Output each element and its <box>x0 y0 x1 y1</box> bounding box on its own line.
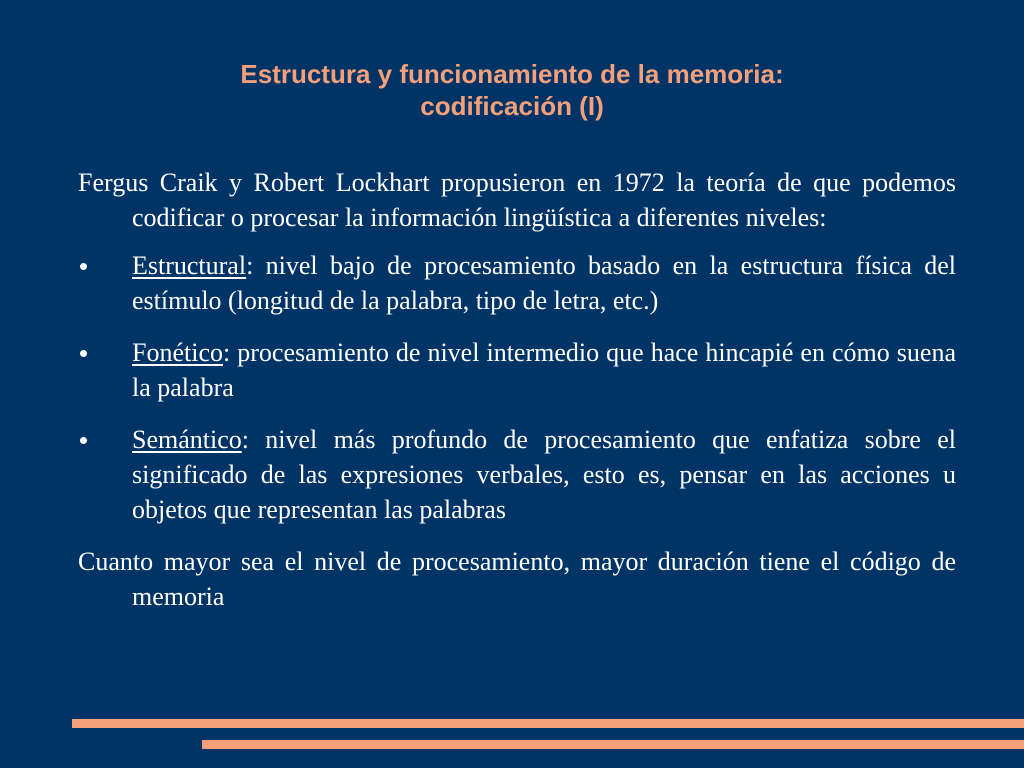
bullet-item-fonetico <box>78 335 956 405</box>
bullet-dot-icon <box>80 263 87 270</box>
bullet-item-semantico <box>78 422 956 527</box>
slide-title <box>70 58 954 122</box>
bullet-dot-icon <box>80 437 87 444</box>
slide-title-line-2: codificación (I) <box>420 91 604 121</box>
decorative-bar-upper <box>72 719 1024 728</box>
slide-title-line-1: Estructura y funcionamiento de la memoria: <box>240 59 784 89</box>
bullet-text: : procesamiento de nivel intermedio que hace hincapié en cómo suena la palabra <box>132 338 956 402</box>
conclusion-paragraph: Cuanto mayor sea el nivel de procesamiento, mayor duración tiene el código de memoria <box>78 547 956 611</box>
bullet-dot-icon <box>80 350 87 357</box>
bullet-term: Estructural <box>132 251 247 280</box>
bullet-term: Fonético <box>132 338 223 367</box>
slide-body <box>78 165 956 627</box>
bullet-text: : nivel más profundo de procesamiento que enfatiza sobre el significado de las expresiones verbales, esto es, pensar en las acciones u objetos que representan las palabras <box>132 425 956 524</box>
bullet-text: : nivel bajo de procesamiento basado en la estructura física del estímulo (longitud de la palabra, tipo de letra, etc.) <box>132 251 956 315</box>
decorative-bar-lower <box>202 740 1024 749</box>
bullet-item-estructural <box>78 248 956 318</box>
intro-paragraph: Fergus Craik y Robert Lockhart propusieron en 1972 la teoría de que podemos codificar o procesar la información lingüística a diferentes niveles: <box>78 168 956 232</box>
bullet-term: Semántico <box>132 425 242 454</box>
